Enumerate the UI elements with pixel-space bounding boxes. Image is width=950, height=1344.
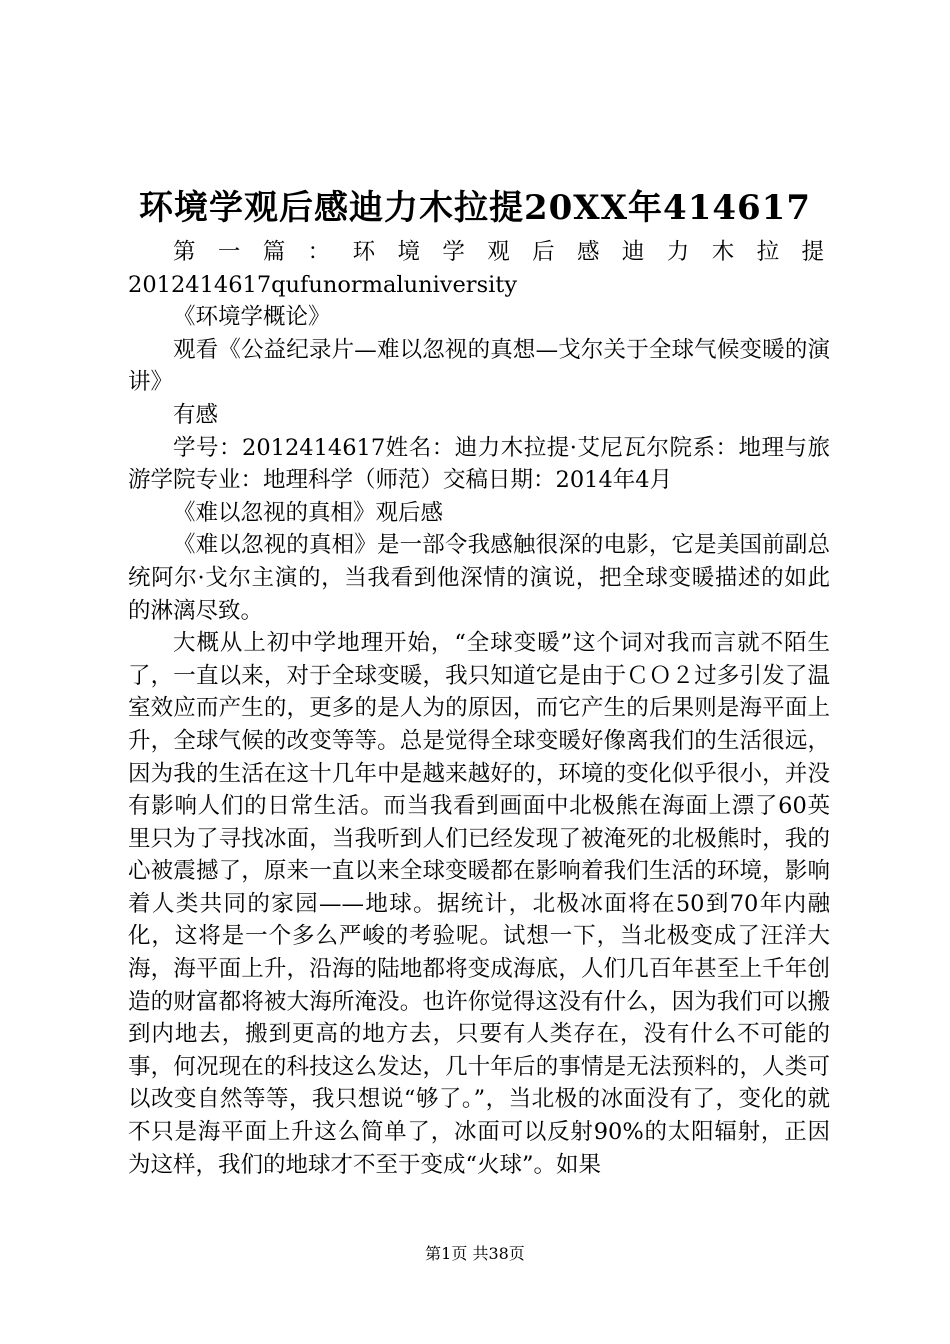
document-title: 环境学观后感迪力木拉提20XX年414617 [138, 188, 812, 228]
paragraph-heading: 第一篇：环境学观后感迪力木拉提 [173, 239, 830, 265]
paragraph-course: 《环境学概论》 [173, 304, 331, 331]
paragraph-student-info: 学号：2012414617姓名：迪力木拉提·艾尼瓦尔院系：地理与旅游学院专业：地理科学（师范）交稿日期：2014年4月 [128, 434, 830, 494]
paragraph-essay-title: 《难以忽视的真相》观后感 [173, 499, 444, 526]
paragraph-main: 大概从上初中学地理开始，“全球变暖”这个词对我而言就不陌生了，一直以来，对于全球变暖，我只知道它是由于ＣＯ２过多引发了温室效应而产生的，更多的是人为的原因，而它产生的后果则是海平面上升，全球气候的改变等等。总是觉得全球变暖好像离我们的生活很远，因为我的生活在这十几年中是越来越好的，环境的变化似乎很小，并没有影响人们的日常生活。而当我看到画面中北极熊在海面上漂了60英里只为了寻找冰面，当我听到人们已经发现了被淹死的北极熊时，我的心被震撼了，原来一直以来全球变暖都在影响着我们生活的环境，影响着人类共同的家园——地球。据统计，北极冰面将在50到70年内融化，这将是一个多么严峻的考验呢。试想一下，当北极变成了汪洋大海，海平面上升，沿海的陆地都将变成海底，人们几百年甚至上千年创造的财富都将被大海所淹没。也许你觉得这没有什么，因为我们可以搬到内地去，搬到更高的地方去，只要有人类存在，没有什么不可能的事，何况现在的科技这么发达，几十年后的事情是无法预料的，人类可以改变自然等等，我只想说“够了。”，当北极的冰面没有了，变化的就不只是海平面上升这么简单了，冰面可以反射90%的太阳辐射，正因为这样，我们的地球才不至于变成“火球”。如果 [128, 630, 830, 1178]
document-body [128, 236, 830, 1181]
paragraph-youfeel: 有感 [173, 401, 219, 428]
paragraph-watch: 观看《公益纪录片—难以忽视的真想—戈尔关于全球气候变暖的演讲》 [128, 336, 830, 396]
paragraph-intro: 《难以忽视的真相》是一部令我感触很深的电影，它是美国前副总统阿尔·戈尔主演的，当我看到他深情的演说，把全球变暖描述的如此的淋漓尽致。 [128, 532, 830, 624]
paragraph-id-line: 2012414617qufunormaluniversity [128, 271, 518, 298]
page-footer: 第1页 共38页 [425, 1244, 525, 1263]
